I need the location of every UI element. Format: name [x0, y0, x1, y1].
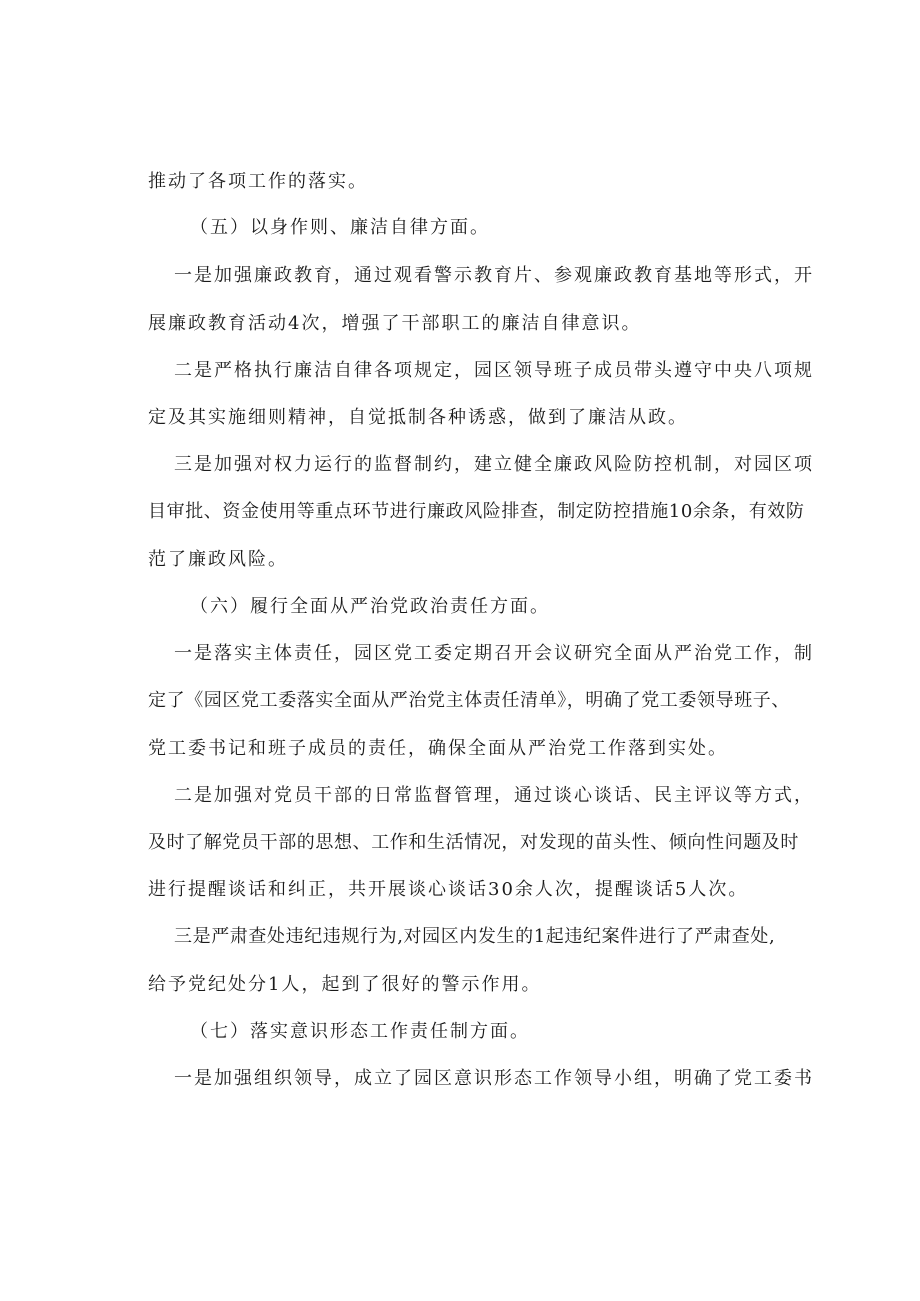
paragraph-continuation: 推动了各项工作的落实。 [148, 171, 368, 192]
paragraph-line: 及时了解党员干部的思想、工作和生活情况，对发现的苗头性、倾向性问题及时 [148, 832, 799, 853]
paragraph-line: 二是严格执行廉洁自律各项规定，园区领导班子成员带头遵守中央八项规 [174, 360, 814, 381]
paragraph-line: 定了《园区党工委落实全面从严治党主体责任清单》，明确了党工委领导班子、 [148, 690, 790, 711]
paragraph-line: 范了廉政风险。 [148, 549, 288, 570]
paragraph-line: 一是加强组织领导，成立了园区意识形态工作领导小组，明确了党工委书 [174, 1068, 814, 1089]
paragraph-line: 党工委书记和班子成员的责任，确保全面从严治党工作落到实处。 [148, 738, 728, 759]
paragraph-line: 进行提醒谈话和纠正，共开展谈心谈话30余人次，提醒谈话5人次。 [148, 879, 749, 900]
paragraph-line: 给予党纪处分1人，起到了很好的警示作用。 [148, 974, 542, 995]
section-heading-7: （七）落实意识形态工作责任制方面。 [190, 1021, 530, 1042]
paragraph-line: 定及其实施细则精神，自觉抵制各种诱惑，做到了廉洁从政。 [148, 407, 688, 428]
paragraph-line: 展廉政教育活动4次，增强了干部职工的廉洁自律意识。 [148, 313, 642, 334]
section-heading-6: （六）履行全面从严治党政治责任方面。 [190, 596, 550, 617]
paragraph-line: 三是严肃查处违纪违规行为,对园区内发生的1起违纪案件进行了严肃查处, [174, 926, 776, 947]
paragraph-line: 二是加强对党员干部的日常监督管理，通过谈心谈话、民主评议等方式， [174, 785, 814, 806]
paragraph-line: 三是加强对权力运行的监督制约，建立健全廉政风险防控机制，对园区项 [174, 454, 814, 475]
paragraph-line: 目审批、资金使用等重点环节进行廉政风险排查，制定防控措施10余条，有效防 [148, 501, 805, 522]
paragraph-line: 一是落实主体责任，园区党工委定期召开会议研究全面从严治党工作，制 [174, 643, 814, 664]
section-heading-5: （五）以身作则、廉洁自律方面。 [190, 217, 490, 238]
paragraph-line: 一是加强廉政教育，通过观看警示教育片、参观廉政教育基地等形式，开 [174, 265, 814, 286]
